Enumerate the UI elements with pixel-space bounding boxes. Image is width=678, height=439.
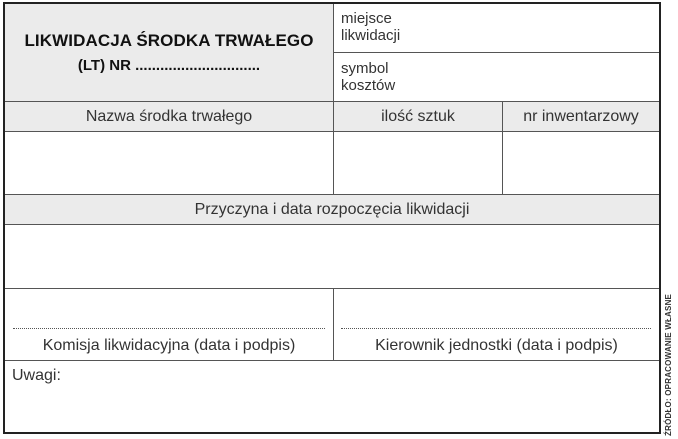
divider (5, 224, 659, 225)
symbol-label-line1: symbol (341, 60, 389, 77)
divider (5, 288, 659, 289)
divider (334, 52, 659, 53)
divider (5, 101, 659, 102)
symbol-label-line2: kosztów (341, 77, 396, 94)
reason-input[interactable] (5, 225, 659, 288)
asset-name-input[interactable] (5, 132, 333, 194)
reason-header (5, 195, 659, 224)
divider (5, 194, 659, 195)
inventory-number-input[interactable] (503, 132, 659, 194)
notes-label: Uwagi: (12, 367, 61, 384)
divider (502, 101, 503, 194)
column-header-name (5, 102, 333, 131)
manager-signature-label: Kierownik jednostki (data i podpis) (375, 337, 618, 354)
divider (5, 131, 659, 132)
column-header-inventory (503, 102, 659, 131)
liquidation-form (3, 2, 661, 434)
place-label-line2: likwidacji (341, 27, 401, 44)
divider (333, 101, 334, 194)
form-title: LIKWIDACJA ŚRODKA TRWAŁEGO (24, 31, 314, 50)
commission-signature-line (13, 328, 325, 329)
divider (333, 288, 334, 360)
notes-field[interactable] (5, 361, 659, 432)
source-note-text: ŹRÓDŁO: OPRACOWANIE WŁASNE (664, 293, 673, 436)
source-note (662, 44, 676, 436)
divider (5, 360, 659, 361)
place-of-liquidation-field[interactable] (341, 10, 641, 50)
cost-symbol-field[interactable] (341, 60, 641, 100)
manager-signature-line (341, 328, 651, 329)
quantity-input[interactable] (334, 132, 502, 194)
form-title-block (5, 4, 333, 101)
column-header-quantity-label: ilość sztuk (381, 107, 455, 125)
column-header-inventory-label: nr inwentarzowy (523, 107, 639, 125)
commission-signature-label: Komisja likwidacyjna (data i podpis) (42, 337, 296, 354)
column-header-quantity (334, 102, 502, 131)
reason-header-label: Przyczyna i data rozpoczęcia likwidacji (194, 200, 470, 218)
column-header-name-label: Nazwa środka trwałego (85, 107, 253, 125)
form-number: (LT) NR .............................. (77, 57, 261, 74)
place-label-line1: miejsce (341, 10, 392, 27)
